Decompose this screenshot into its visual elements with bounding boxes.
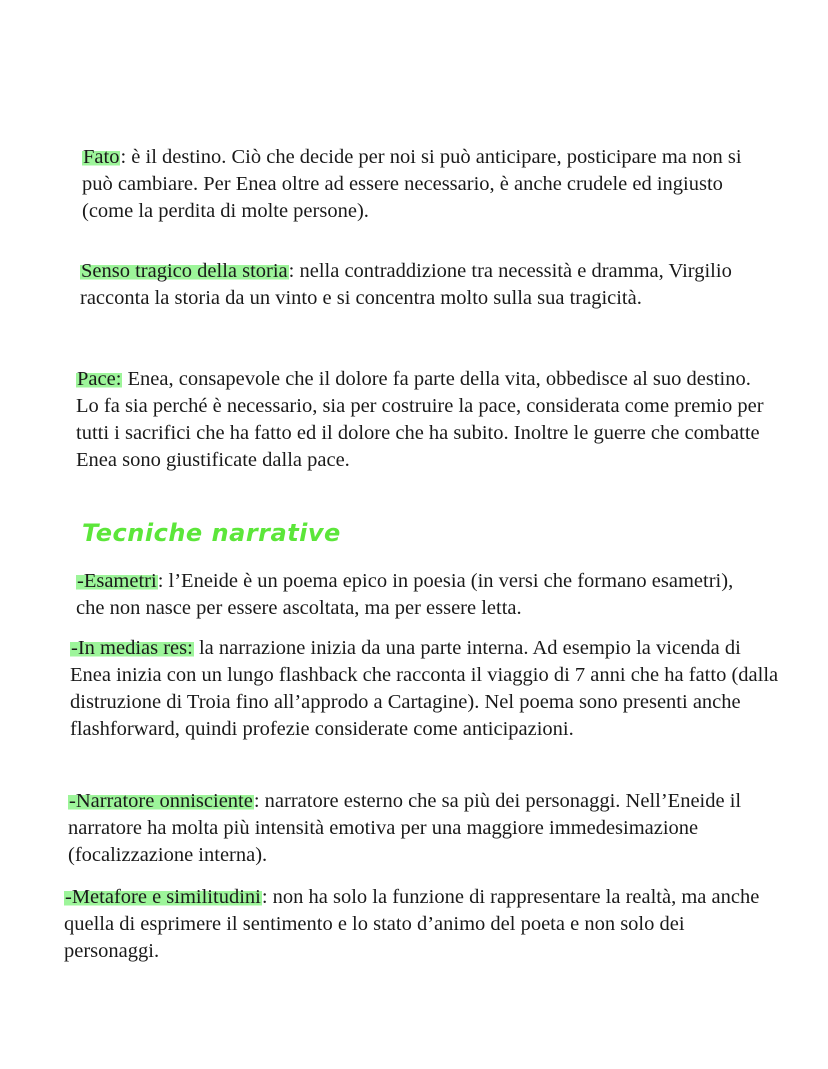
section-heading-tecniche-narrative: Tecniche narrative [82,519,341,547]
paragraph-esametri [76,568,756,622]
paragraph-senso-tragico-text: : nella contraddizione tra necessità e dramma, Virgilio racconta la storia da un vinto e si concentra molto sulla sua tragicità. [80,260,732,309]
paragraph-in-medias-res [70,635,782,743]
paragraph-metafore [64,884,764,965]
highlighted-term-in-medias-res: -In medias res: [71,637,193,659]
paragraph-pace [76,366,776,474]
highlighted-term-pace: Pace: [77,368,122,390]
highlighted-term-esametri: -Esametri [77,570,157,592]
paragraph-fato-text: : è il destino. Ciò che decide per noi si può anticipare, posticipare ma non si può cambiare. Per Enea oltre ad essere necessario, è anche crudele ed ingiusto (come la perdita di molte persone). [82,146,742,222]
paragraph-narratore-text: : narratore esterno che sa più dei personaggi. Nell’Eneide il narratore ha molta più intensità emotiva per una maggiore immedesimazione (focalizzazione interna). [68,790,742,866]
paragraph-narratore [68,788,780,869]
highlighted-term-metafore: -Metafore e similitudini [65,886,261,908]
paragraph-senso-tragico [80,258,770,312]
paragraph-pace-text: Enea, consapevole che il dolore fa parte della vita, obbedisce al suo destino. Lo fa sia perché è necessario, sia per costruire la pace, considerata come premio per tutti i sacrifici che ha fatto ed il dolore che ha subito. Inoltre le guerre che combatte Enea sono giustificate dalla pace. [76,368,764,471]
paragraph-fato [82,144,762,225]
highlighted-term-senso-tragico: Senso tragico della storia [81,260,288,282]
paragraph-esametri-text: : l’Eneide è un poema epico in poesia (in versi che formano esametri), che non nasce per essere ascoltata, ma per essere letta. [76,570,734,619]
paragraph-metafore-text: : non ha solo la funzione di rappresentare la realtà, ma anche quella di esprimere il sentimento e lo stato d’animo del poeta e non solo dei personaggi. [64,886,760,962]
highlighted-term-fato: Fato [83,146,120,168]
highlighted-term-narratore: -Narratore onnisciente [69,790,253,812]
paragraph-in-medias-res-text: la narrazione inizia da una parte interna. Ad esempio la vicenda di Enea inizia con un lungo flashback che racconta il viaggio di 7 anni che ha fatto (dalla distruzione di Troia fino all’approdo a Cartagine). Nel poema sono presenti anche flashforward, quindi profezie considerate come anticipazioni. [70,637,779,740]
